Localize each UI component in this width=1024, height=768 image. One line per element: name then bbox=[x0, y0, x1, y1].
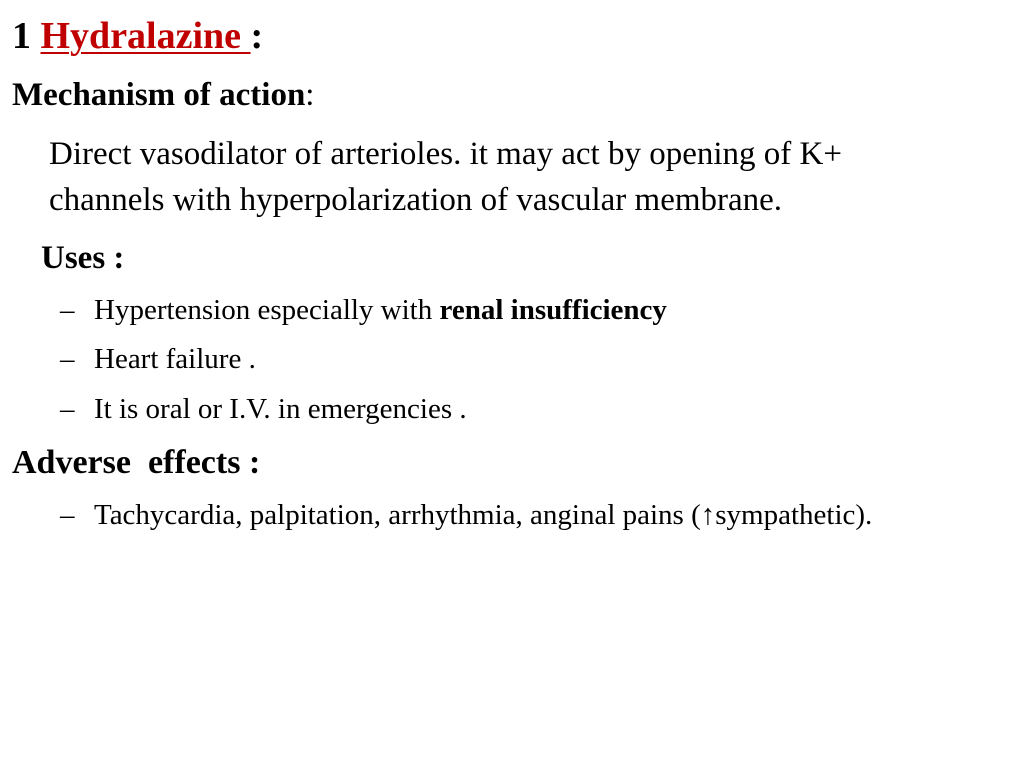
uses-item-text: Hypertension especially with bbox=[94, 294, 440, 326]
adverse-effects-heading: Adverse effects : bbox=[12, 444, 261, 481]
section-number: 1 bbox=[12, 15, 31, 57]
mechanism-heading: Mechanism of action bbox=[12, 77, 306, 113]
uses-item-text: It is oral or I.V. in emergencies . bbox=[94, 393, 467, 425]
mechanism-text-line-2: channels with hyperpolarization of vascular membrane. bbox=[49, 182, 783, 218]
uses-item-emphasis: renal insufficiency bbox=[439, 294, 667, 326]
mechanism-colon: : bbox=[305, 77, 315, 113]
uses-list-item bbox=[60, 391, 467, 427]
dash-bullet: – bbox=[60, 499, 75, 531]
dash-bullet: – bbox=[60, 393, 75, 425]
slide-title bbox=[12, 13, 263, 59]
uses-list-item bbox=[60, 292, 667, 328]
mechanism-text-line-1: Direct vasodilator of arterioles. it may act by opening of K+ bbox=[49, 136, 842, 172]
mechanism-heading-line bbox=[12, 75, 314, 115]
uses-item-text: Heart failure . bbox=[94, 343, 256, 375]
uses-heading: Uses : bbox=[41, 240, 125, 276]
adverse-list-item bbox=[60, 497, 872, 533]
title-colon: : bbox=[250, 15, 264, 57]
dash-bullet: – bbox=[60, 294, 75, 326]
uses-list-item bbox=[60, 341, 256, 377]
drug-name: Hydralazine bbox=[40, 15, 251, 57]
adverse-item-text: Tachycardia, palpitation, arrhythmia, anginal pains (↑sympathetic). bbox=[94, 499, 873, 531]
dash-bullet: – bbox=[60, 343, 75, 375]
